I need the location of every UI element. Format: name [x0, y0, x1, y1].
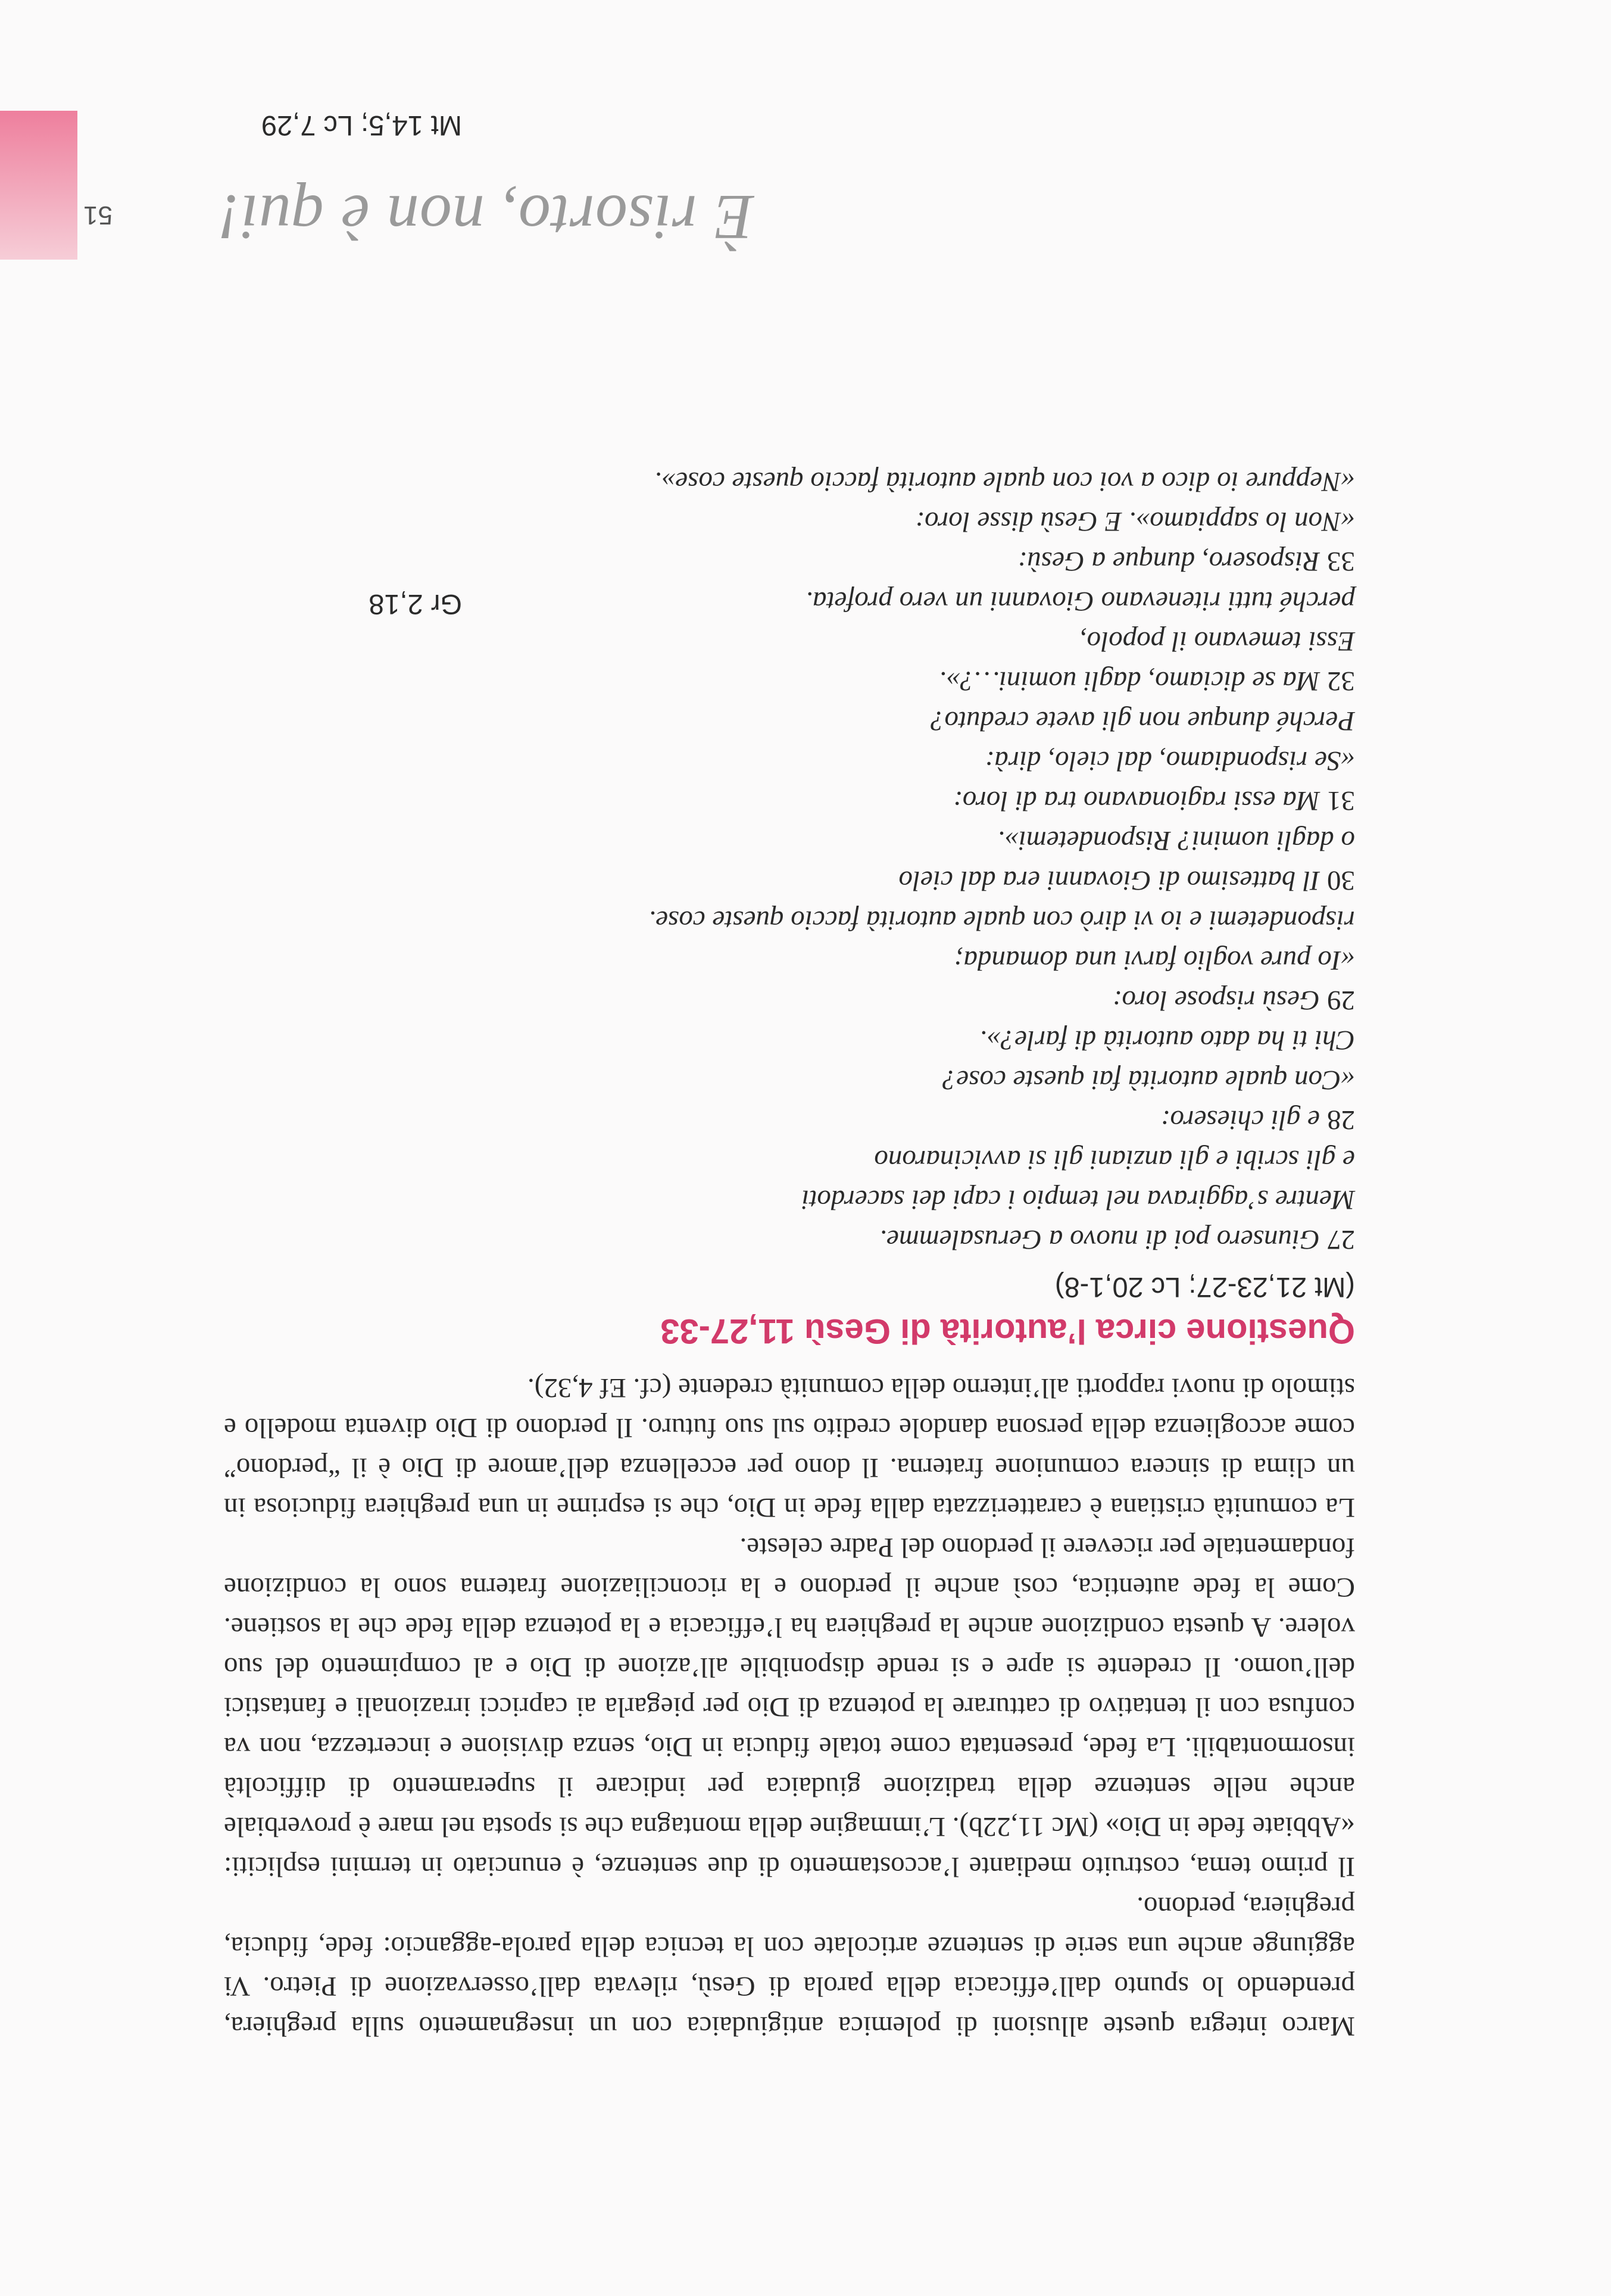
verse-line [224, 621, 1355, 661]
page-number-tab [0, 111, 77, 260]
verse-line [224, 781, 1355, 821]
verse-line [224, 1100, 1355, 1140]
verse-text: Risposero, dunque a Gesù: [1017, 546, 1320, 577]
paragraph-1: Marco integra queste allusioni di polemica antigiudaica con un insegnamento sulla preghiera, prendendo lo spunto dall’efficacia della parola di Gesù, rilevata dall’osservazione di Pietro. Vi aggiunge anche una serie di sentenze articolate con la tecnica della parola-aggancio: fede, fiducia, preghiera, perdono. [224, 1891, 1355, 2042]
verse-text: Ma se diciamo, dagli uomini…?». [939, 666, 1320, 697]
verse-line [224, 661, 1355, 701]
verse-text: Ma essi ragionavano tra di loro: [953, 785, 1320, 816]
verse-text: «Io pure voglio farvi una domanda; [954, 945, 1355, 976]
verse-number: 28 [1327, 1105, 1355, 1135]
page-number: 51 [83, 201, 113, 230]
verse-number: 27 [1327, 1224, 1355, 1255]
verse-text: Gesù rispose loro: [1112, 985, 1320, 1016]
verse-line [224, 1180, 1355, 1219]
paragraph-3: La comunità cristiana è caratterizzata dalla fede in Dio, che si esprime in una preghiera fiduciosa in un clima di sincera comunione fraterna. Il dono per eccellenza dell’amore di Dio è il “perdono” come accoglienza della persona dandole credito sul suo futuro. Il perdono di Dio diventa modello e stimolo di nuovi rapporti all’interno della comunità credente (cf. Ef 4,32). [224, 1372, 1355, 1523]
verse-line [224, 900, 1355, 940]
verse-number: 33 [1327, 546, 1355, 577]
verse-line [224, 860, 1355, 900]
verse-text: Il battesimo di Giovanni era dal cielo [898, 865, 1320, 896]
verse-text: Giunsero poi di nuovo a Gerusalemme. [879, 1224, 1320, 1255]
verse-line [224, 1219, 1355, 1259]
verse-line [224, 940, 1355, 980]
verse-text: rispondetemi e io vi dirò con quale autorità faccio queste cose. [648, 905, 1355, 936]
page-header [0, 117, 1611, 260]
section-heading: Questione circa l’autorità di Gesù 11,27-33 [660, 1312, 1355, 1350]
paragraph-2: Il primo tema, costruito mediante l’accostamento di due sentenze, è enunciato in termini espliciti: «Abbiate fede in Dio» (Mc 11,22b). L’immagine della montagna che si sposta nel mare è proverbiale anche nelle sentenze della tradizione giudaica per indicare il superamento di difficoltà insormontabili. La fede, presentata come totale fiducia in Dio, senza divisione e incertezza, non va confusa con il tentativo di catturare la potenza di Dio per piegarla ai capricci irrazionali e fantastici dell’uomo. Il credente si apre e si rende disponibile all’azione di Dio e al compimento del suo volere. A questa condizione anche la preghiera ha l’efficacia e la potenza della fede che la sostiene. Come la fede autentica, così anche il perdono e la riconciliazione fraterna sono la condizione fondamentale per ricevere il perdono del Padre celeste. [224, 1532, 1355, 1882]
verse-text: «Neppure io dico a voi con quale autorità faccio queste cose». [654, 466, 1355, 497]
verse-line [224, 541, 1355, 581]
verse-number: 29 [1327, 985, 1355, 1016]
verse-text: Mentre s’aggirava nel tempio i capi dei sacerdoti [801, 1184, 1355, 1215]
verse-text: e gli chiesero: [1160, 1105, 1320, 1135]
verse-text: «Con quale autorità fai queste cose? [942, 1065, 1355, 1096]
running-title: È risorto, non è qui! [218, 182, 754, 252]
verse-text: Chi ti ha dato autorità di farle?». [979, 1025, 1355, 1056]
verse-number: 31 [1327, 785, 1355, 816]
verse-line [224, 1140, 1355, 1180]
verse-number: 30 [1327, 865, 1355, 896]
verse-text: «Se rispondiamo, dal cielo, dirà: [985, 745, 1355, 776]
verse-text: perché tutti ritenevano Giovanni un vero profeta. [806, 586, 1355, 617]
verse-line [224, 980, 1355, 1020]
margin-ref-mt: Mt 14,5; Lc 7,29 [261, 110, 462, 142]
verse-line [224, 1020, 1355, 1060]
verse-line [224, 821, 1355, 860]
verse-line [224, 741, 1355, 781]
verse-text: e gli scribi e gli anziani gli si avvicinarono [874, 1144, 1355, 1175]
verse-line [224, 1060, 1355, 1100]
verse-text: «Non lo sappiamo». E Gesù disse loro: [915, 506, 1355, 537]
parallel-references: (Mt 21,23-27; Lc 20,1-8) [1054, 1272, 1355, 1303]
verse-line [224, 701, 1355, 741]
verse-text: o dagli uomini? Rispondetemi». [997, 825, 1355, 856]
verse-text: Perché dunque non gli avete creduto? [930, 706, 1355, 737]
verse-text: Essi temevano il popolo, [1079, 626, 1355, 657]
verse-number: 32 [1327, 666, 1355, 697]
verse-line [224, 461, 1355, 501]
verse-line [224, 501, 1355, 541]
margin-ref-gr: Gr 2,18 [369, 589, 462, 620]
